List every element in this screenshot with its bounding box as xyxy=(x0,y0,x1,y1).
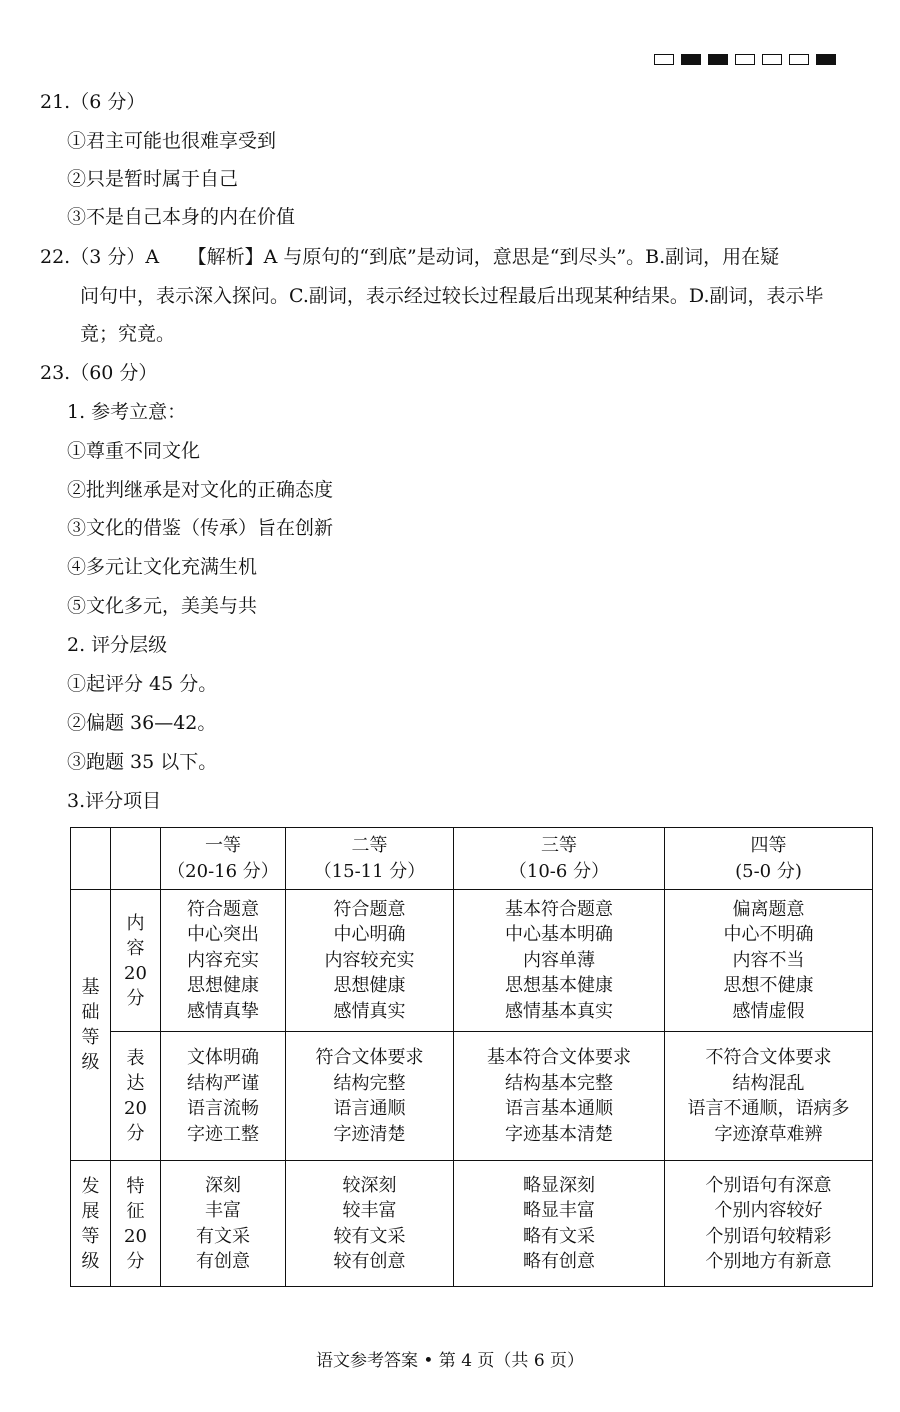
empty-square-mark xyxy=(789,54,809,65)
q23-idea: ④多元让文化充满生机 xyxy=(67,556,258,578)
table-cell: 个别语句有深意 个别内容较好 个别语句较精彩 个别地方有新意 xyxy=(665,1161,873,1287)
table-corner-cell xyxy=(71,828,111,890)
table-cell: 深刻 丰富 有文采 有创意 xyxy=(161,1161,286,1287)
table-cell: 偏离题意 中心不明确 内容不当 思想不健康 感情虚假 xyxy=(665,890,873,1032)
grade-header: 四等 (5-0 分) xyxy=(665,828,873,890)
empty-square-mark xyxy=(762,54,782,65)
table-cell: 符合题意 中心明确 内容较充实 思想健康 感情真实 xyxy=(286,890,454,1032)
group-label-basic: 基 础 等 级 xyxy=(71,890,111,1161)
table-cell: 符合题意 中心突出 内容充实 思想健康 感情真挚 xyxy=(161,890,286,1032)
table-row xyxy=(71,1032,873,1161)
q23-level: ③跑题 35 以下。 xyxy=(67,751,218,773)
grade-header: 二等 （15-11 分） xyxy=(286,828,454,890)
q23-idea: ②批判继承是对文化的正确态度 xyxy=(67,479,334,501)
q22-line: 22.（3 分）A 【解析】A 与原句的“到底”是动词，意思是“到尽头”。B.副词，用在疑 xyxy=(40,246,780,268)
criterion-label: 内 容 20 分 xyxy=(111,890,161,1032)
q23-section-heading: 3.评分项目 xyxy=(67,790,162,812)
filled-square-mark xyxy=(816,54,836,65)
grade-header: 三等 （10-6 分） xyxy=(454,828,665,890)
empty-square-mark xyxy=(735,54,755,65)
q23-title: 23.（60 分） xyxy=(40,362,158,384)
empty-square-mark xyxy=(654,54,674,65)
table-corner-cell xyxy=(111,828,161,890)
table-cell: 较深刻 较丰富 较有文采 较有创意 xyxy=(286,1161,454,1287)
q21-title: 21.（6 分） xyxy=(40,91,146,113)
q21-item: ③不是自己本身的内在价值 xyxy=(67,206,296,228)
q23-section-heading: 2. 评分层级 xyxy=(67,634,168,656)
q23-level: ②偏题 36—42。 xyxy=(67,712,217,734)
page-footer: 语文参考答案 • 第 4 页（共 6 页） xyxy=(315,1351,585,1371)
group-label-development: 发 展 等 级 xyxy=(71,1161,111,1287)
q23-idea: ③文化的借鉴（传承）旨在创新 xyxy=(67,517,334,539)
table-cell: 基本符合文体要求 结构基本完整 语言基本通顺 字迹基本清楚 xyxy=(454,1032,665,1161)
q21-item: ①君主可能也很难享受到 xyxy=(67,130,277,152)
filled-square-mark xyxy=(681,54,701,65)
table-cell: 不符合文体要求 结构混乱 语言不通顺，语病多 字迹潦草难辨 xyxy=(665,1032,873,1161)
q23-section-heading: 1. 参考立意： xyxy=(67,401,187,423)
grade-header: 一等 （20-16 分） xyxy=(161,828,286,890)
header-marks xyxy=(654,54,836,65)
criterion-label: 表 达 20 分 xyxy=(111,1032,161,1161)
filled-square-mark xyxy=(708,54,728,65)
table-cell: 符合文体要求 结构完整 语言通顺 字迹清楚 xyxy=(286,1032,454,1161)
table-cell: 基本符合题意 中心基本明确 内容单薄 思想基本健康 感情基本真实 xyxy=(454,890,665,1032)
q23-idea: ①尊重不同文化 xyxy=(67,440,201,462)
q22-line: 问句中，表示深入探问。C.副词，表示经过较长过程最后出现某种结果。D.副词，表示毕 xyxy=(80,285,824,307)
q22-line: 竟；究竟。 xyxy=(80,323,176,345)
criterion-label: 特 征 20 分 xyxy=(111,1161,161,1287)
q21-item: ②只是暂时属于自己 xyxy=(67,168,239,190)
table-cell: 略显深刻 略显丰富 略有文采 略有创意 xyxy=(454,1161,665,1287)
table-header-row xyxy=(71,828,873,890)
table-row xyxy=(71,890,873,1032)
grading-table xyxy=(70,827,873,1287)
table-cell: 文体明确 结构严谨 语言流畅 字迹工整 xyxy=(161,1032,286,1161)
q23-idea: ⑤文化多元，美美与共 xyxy=(67,595,258,617)
q23-level: ①起评分 45 分。 xyxy=(67,673,218,695)
table-row xyxy=(71,1161,873,1287)
